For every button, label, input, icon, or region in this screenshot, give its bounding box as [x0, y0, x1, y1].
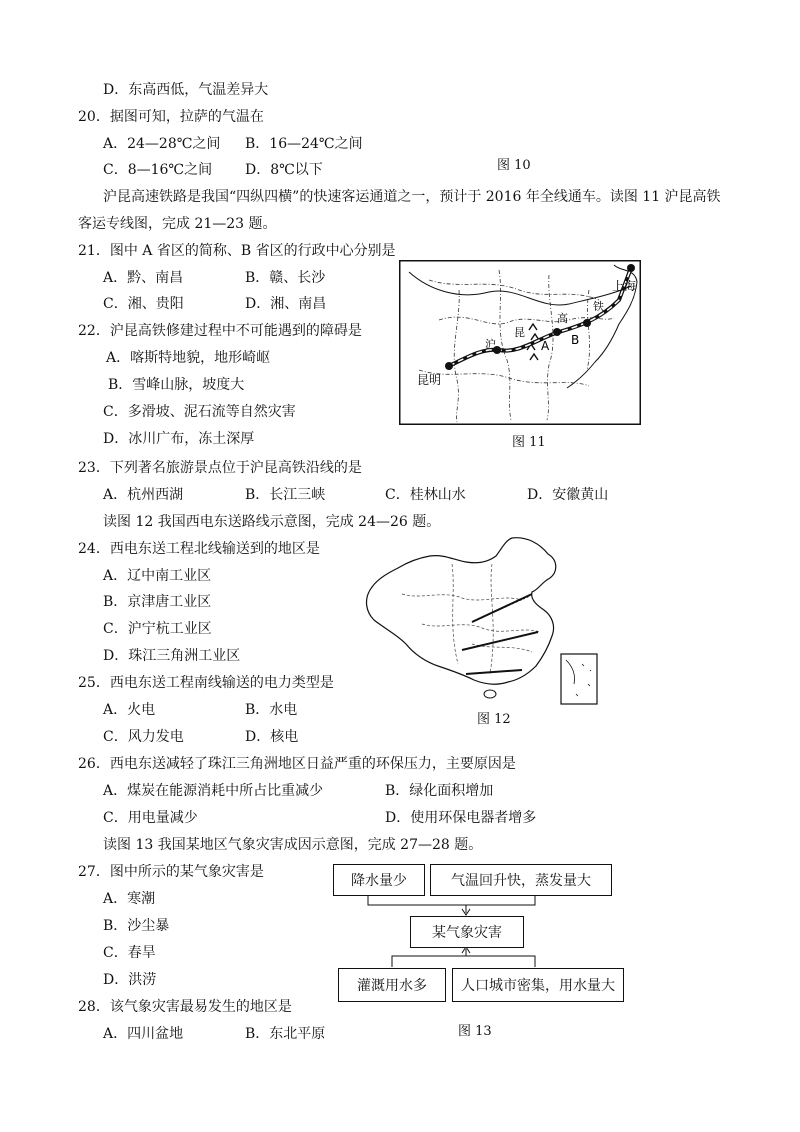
box-fast-warming-evaporation: 气温回升快，蒸发量大	[430, 864, 612, 896]
figure-12-map	[362, 534, 602, 710]
q22-option-d: D．冰川广布，冻土深厚	[103, 431, 255, 447]
q25-stem: 25．西电东送工程南线输送的电力类型是	[78, 675, 334, 691]
intro-21-line1: 沪昆高速铁路是我国“四纵四横”的快速客运通道之一，预计于 2016 年全线通车。读图 11 沪昆高铁	[103, 189, 721, 205]
label-shanghai: 上海	[612, 279, 637, 293]
q24-option-b: B．京津唐工业区	[103, 594, 212, 610]
q21-option-d: D．湘、南昌	[245, 296, 327, 312]
q25-option-c: C．风力发电	[103, 729, 184, 745]
q27-stem: 27．图中所示的某气象灾害是	[78, 864, 264, 880]
label-kunming: 昆明	[417, 373, 442, 387]
q23-option-d: D．安徽黄山	[527, 487, 609, 503]
q27-option-d: D．洪涝	[103, 972, 157, 988]
q20-stem: 20．据图可知，拉萨的气温在	[78, 109, 264, 125]
q26-option-c: C．用电量减少	[103, 810, 198, 826]
q21-option-a: A．黔、南昌	[103, 270, 184, 286]
box-dense-city-water-use: 人口城市密集，用水量大	[452, 968, 624, 1002]
q22-stem: 22．沪昆高铁修建过程中不可能遇到的障碍是	[78, 323, 362, 339]
intro-24: 读图 12 我国西电东送路线示意图，完成 24—26 题。	[103, 514, 441, 530]
label-province-b: B	[571, 333, 580, 347]
q23-option-a: A．杭州西湖	[103, 487, 184, 503]
q19-option-d: D．东高西低，气温差异大	[103, 82, 269, 98]
q24-option-c: C．沪宁杭工业区	[103, 621, 212, 637]
figure-11-caption: 图 11	[512, 435, 546, 450]
q28-stem: 28．该气象灾害最易发生的地区是	[78, 999, 292, 1015]
q23-option-c: C．桂林山水	[385, 487, 466, 503]
q21-stem: 21．图中 A 省区的简称、B 省区的行政中心分别是	[78, 243, 396, 259]
label-tie: 铁	[593, 300, 604, 313]
q21-option-c: C．湘、贵阳	[103, 296, 184, 312]
q21-option-b: B．赣、长沙	[245, 270, 326, 286]
q24-stem: 24．西电东送工程北线输送到的地区是	[78, 541, 320, 557]
q28-option-b: B．东北平原	[245, 1026, 326, 1042]
q25-option-d: D．核电	[245, 729, 299, 745]
label-hu: 沪	[485, 338, 496, 351]
q25-option-a: A．火电	[103, 702, 156, 718]
q20-option-a: A．24—28℃之间	[103, 136, 221, 152]
q24-option-d: D．珠江三角洲工业区	[103, 648, 241, 664]
label-kun: 昆	[514, 326, 525, 339]
q26-option-a: A．煤炭在能源消耗中所占比重减少	[103, 783, 324, 799]
q20-option-b: B．16—24℃之间	[245, 136, 363, 152]
q22-option-c: C．多滑坡、泥石流等自然灾害	[103, 404, 296, 420]
figure-13-caption: 图 13	[458, 1024, 492, 1039]
q26-option-d: D．使用环保电器者增多	[385, 810, 537, 826]
figure-11-map	[399, 260, 641, 425]
box-low-precipitation: 降水量少	[333, 864, 425, 896]
q24-option-a: A．辽中南工业区	[103, 568, 212, 584]
box-meteorological-disaster: 某气象灾害	[410, 916, 524, 948]
label-gao: 高	[557, 312, 568, 325]
west-east-power-map	[362, 534, 602, 710]
q26-option-b: B．绿化面积增加	[385, 783, 494, 799]
q20-option-d: D．8℃以下	[245, 162, 323, 178]
q27-option-b: B．沙尘暴	[103, 918, 170, 934]
q22-option-b: B．雪峰山脉，坡度大	[108, 377, 245, 393]
intro-21-line2: 客运专线图，完成 21—23 题。	[78, 216, 277, 232]
q20-option-c: C．8—16℃之间	[103, 162, 213, 178]
hu-kun-railway-map	[399, 260, 641, 425]
q27-option-c: C．春旱	[103, 945, 156, 961]
q25-option-b: B．水电	[245, 702, 298, 718]
q28-option-a: A．四川盆地	[103, 1026, 184, 1042]
q26-stem: 26．西电东送减轻了珠江三角洲地区日益严重的环保压力，主要原因是	[78, 756, 516, 772]
q23-stem: 23．下列著名旅游景点位于沪昆高铁沿线的是	[78, 460, 362, 476]
label-province-a: A	[541, 339, 550, 353]
q22-option-a: A．喀斯特地貌，地形崎岖	[106, 350, 271, 366]
figure-10-caption: 图 10	[497, 158, 531, 173]
q27-option-a: A．寒潮	[103, 891, 156, 907]
box-irrigation-water: 灌溉用水多	[338, 968, 446, 1002]
intro-27: 读图 13 我国某地区气象灾害成因示意图，完成 27—28 题。	[103, 837, 483, 853]
figure-12-caption: 图 12	[477, 712, 511, 727]
q23-option-b: B．长江三峡	[245, 487, 326, 503]
